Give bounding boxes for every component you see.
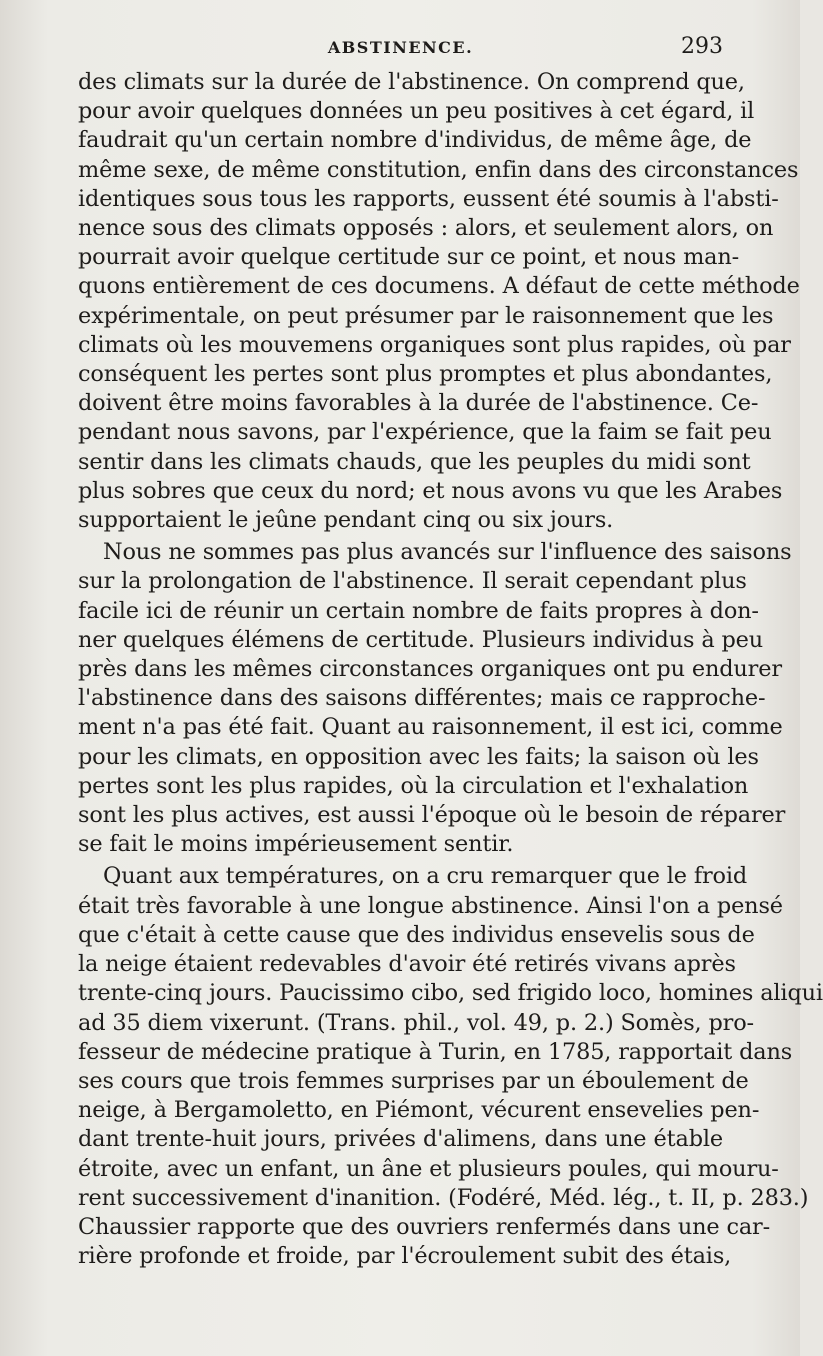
text-line: près dans les mêmes circonstances organiques ont pu endurer [78,656,782,683]
text-line: se fait le moins impérieusement sentir. [78,831,514,858]
text-line: conséquent les pertes sont plus promptes et plus abondantes, [78,361,773,388]
text-line: l'abstinence dans des saisons différentes; mais ce rapproche- [78,685,766,712]
text-line: climats où les mouvemens organiques sont plus rapides, où par [78,331,791,358]
text-line: facile ici de réunir un certain nombre de faits propres à don- [78,597,759,624]
text-line: pour avoir quelques données un peu positives à cet égard, il [78,98,755,125]
text-line: Nous ne sommes pas plus avancés sur l'influence des saisons [103,539,792,566]
text-line: neige, à Bergamoletto, en Piémont, vécurent ensevelies pen- [78,1097,760,1124]
text-line: identiques sous tous les rapports, eussent été soumis à l'absti- [78,185,779,212]
paragraph-3 [78,862,823,1271]
running-title: ABSTINENCE. [327,38,474,57]
text-line: fesseur de médecine pratique à Turin, en 1785, rapportait dans [78,1038,793,1065]
text-line: pertes sont les plus rapides, où la circulation et l'exhalation [78,772,749,799]
paragraph-1 [78,68,800,535]
text-line: Chaussier rapporte que des ouvriers renfermés dans une car- [78,1213,771,1240]
text-line: ment n'a pas été fait. Quant au raisonnement, il est ici, comme [78,714,783,741]
text-line: trente-cinq jours. Paucissimo cibo, sed frigido loco, homines aliqui [78,980,823,1007]
text-line: pour les climats, en opposition avec les faits; la saison où les [78,743,759,770]
text-line: expérimentale, on peut présumer par le raisonnement que les [78,302,774,329]
text-line: quons entièrement de ces documens. A défaut de cette méthode [78,273,800,300]
text-line: sur la prolongation de l'abstinence. Il serait cependant plus [78,568,747,595]
text-line: même sexe, de même constitution, enfin dans des circonstances [78,156,799,183]
text-line: plus sobres que ceux du nord; et nous avons vu que les Arabes [78,477,783,504]
text-line: ad 35 diem vixerunt. (Trans. phil., vol. 49, p. 2.) Somès, pro- [78,1009,754,1036]
text-line: nence sous des climats opposés : alors, et seulement alors, on [78,215,774,242]
page-header [78,34,723,64]
text-line: pendant nous savons, par l'expérience, que la faim se fait peu [78,419,772,446]
text-line: rent successivement d'inanition. (Fodéré, Méd. lég., t. II, p. 283.) [78,1184,809,1211]
paragraph-2 [78,538,792,859]
text-line: des climats sur la durée de l'abstinence. On comprend que, [78,69,745,95]
text-line: rière profonde et froide, par l'écroulement subit des étais, [78,1243,732,1270]
text-line: que c'était à cette cause que des individus ensevelis sous de [78,921,755,948]
text-line: pourrait avoir quelque certitude sur ce point, et nous man- [78,244,740,271]
text-line: supportaient le jeûne pendant cinq ou six jours. [78,507,614,534]
page-number: 293 [681,34,723,59]
text-line: étroite, avec un enfant, un âne et plusieurs poules, qui mouru- [78,1155,779,1182]
text-line: sentir dans les climats chauds, que les peuples du midi sont [78,448,751,475]
text-line: la neige étaient redevables d'avoir été retirés vivans après [78,951,736,978]
text-line: Quant aux températures, on a cru remarquer que le froid [103,863,748,890]
text-line: dant trente-huit jours, privées d'alimens, dans une étable [78,1126,723,1153]
text-line: ner quelques élémens de certitude. Plusieurs individus à peu [78,626,764,653]
text-line: était très favorable à une longue abstinence. Ainsi l'on a pensé [78,892,783,919]
text-line: faudrait qu'un certain nombre d'individus, de même âge, de [78,127,752,154]
text-line: ses cours que trois femmes surprises par un éboulement de [78,1067,749,1094]
body-text [78,68,823,1271]
text-line: doivent être moins favorables à la durée de l'abstinence. Ce- [78,390,759,417]
text-line: sont les plus actives, est aussi l'époque où le besoin de réparer [78,802,786,829]
